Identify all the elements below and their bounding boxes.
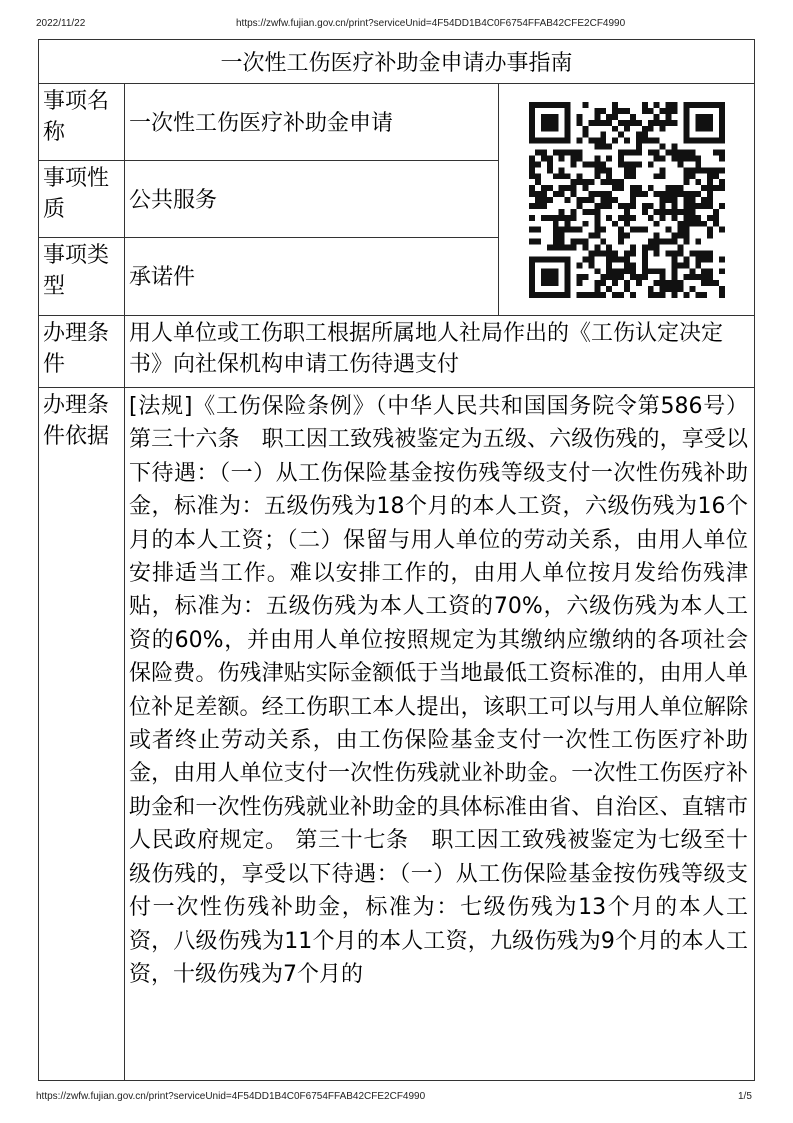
item-nature-label: 事项性质 [39, 161, 125, 238]
print-footer-url: https://zwfw.fujian.gov.cn/print?serviceUnid=4F54DD1B4C0F6754FFAB42CFE2CF4990 [36, 1091, 426, 1102]
conditions-value: 用人单位或工伤职工根据所属地人社局作出的《工伤认定决定书》向社保机构申请工伤待遇支付 [125, 316, 755, 388]
item-nature-value: 公共服务 [125, 161, 499, 238]
qr-code-icon [529, 102, 725, 298]
item-type-label: 事项类型 [39, 238, 125, 316]
page-title: 一次性工伤医疗补助金申请办事指南 [39, 40, 755, 84]
print-date: 2022/11/22 [36, 18, 86, 29]
page-number: 1/5 [738, 1091, 752, 1102]
item-name-value: 一次性工伤医疗补助金申请 [125, 84, 499, 161]
qr-code-cell [499, 84, 755, 316]
print-header-url: https://zwfw.fujian.gov.cn/print?serviceUnid=4F54DD1B4C0F6754FFAB42CFE2CF4990 [236, 18, 626, 29]
basis-label: 办理条件依据 [39, 388, 125, 1081]
item-name-label: 事项名称 [39, 84, 125, 161]
basis-value: [法规]《工伤保险条例》（中华人民共和国国务院令第586号）第三十六条 职工因工致残被鉴定为五级、六级伤残的，享受以下待遇：（一）从工伤保险基金按伤残等级支付一次性伤残补助金，标准为：五级伤残为18个月的本人工资，六级伤残为16个月的本人工资；（二）保留与用人单位的劳动关系，由用人单位安排适当工作。难以安排工作的，由用人单位按月发给伤残津贴，标准为：五级伤残为本人工资的70%，六级伤残为本人工资的60%，并由用人单位按照规定为其缴纳应缴纳的各项社会保险费。伤残津贴实际金额低于当地最低工资标准的，由用人单位补足差额。经工伤职工本人提出，该职工可以与用人单位解除或者终止劳动关系，由工伤保险基金支付一次性工伤医疗补助金，由用人单位支付一次性伤残就业补助金。一次性工伤医疗补助金和一次性伤残就业补助金的具体标准由省、自治区、直辖市人民政府规定。 第三十七条 职工因工致残被鉴定为七级至十级伤残的，享受以下待遇：（一）从工伤保险基金按伤残等级支付一次性伤残补助金，标准为：七级伤残为13个月的本人工资，八级伤残为11个月的本人工资，九级伤残为9个月的本人工资，十级伤残为7个月的 [125, 388, 755, 1081]
item-type-value: 承诺件 [125, 238, 499, 316]
service-guide-table [38, 39, 755, 1081]
conditions-label: 办理条件 [39, 316, 125, 388]
